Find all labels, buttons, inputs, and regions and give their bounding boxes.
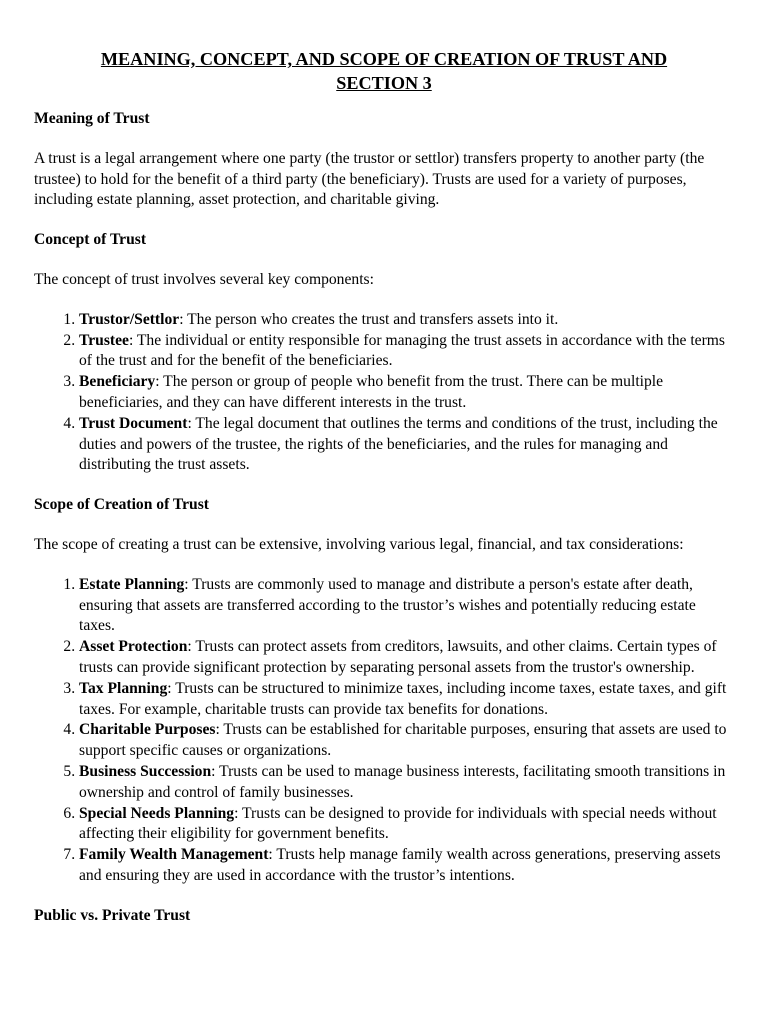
section-heading-public-private: Public vs. Private Trust [34, 906, 191, 924]
list-item-term: Trust Document [79, 414, 188, 432]
meaning-paragraph: A trust is a legal arrangement where one party (the trustor or settlor) transfers property to another party (the trustee) to hold for the benefit of a third party (the beneficiary). Trusts are used for a variety of purposes, including estate planning, asset protection, and charitable giving. [34, 149, 705, 209]
list-item [79, 414, 734, 476]
concept-intro: The concept of trust involves several key components: [34, 270, 374, 288]
list-item-text: : Trusts can be designed to provide for individuals with special needs without affecting their eligibility for government benefits. [79, 804, 717, 843]
section-heading-meaning: Meaning of Trust [34, 110, 150, 127]
list-item-text: : The legal document that outlines the terms and conditions of the trust, including the duties and powers of the trustee, the rights of the beneficiaries, and the rules for managing and distributing the trust assets. [79, 414, 718, 474]
list-item-term: Charitable Purposes [79, 721, 216, 739]
scope-list [34, 575, 734, 887]
scope-intro: The scope of creating a trust can be extensive, involving various legal, financial, and tax considerations: [34, 535, 684, 553]
list-item [79, 762, 734, 804]
list-item [79, 372, 734, 414]
list-item-text: : The person who creates the trust and transfers assets into it. [179, 310, 559, 328]
list-item-text: : Trusts can be established for charitable purposes, ensuring that assets are used to support specific causes or organizations. [79, 721, 727, 760]
list-item-text: : The person or group of people who benefit from the trust. There can be multiple beneficiaries, and they can have different interests in the trust. [79, 373, 664, 411]
list-item-term: Family Wealth Management [79, 846, 269, 864]
list-item-term: Business Succession [79, 762, 212, 780]
list-item-term: Trustee [79, 331, 129, 349]
list-item-text: : The individual or entity responsible for managing the trust assets in accordance with the terms of the trust and for the benefit of the beneficiaries. [79, 331, 725, 370]
document-title: MEANING, CONCEPT, AND SCOPE OF CREATION OF TRUST AND SECTION 3 [100, 49, 668, 93]
section-heading-concept: Concept of Trust [34, 231, 147, 249]
list-item [79, 637, 734, 679]
list-item-text: : Trusts are commonly used to manage and distribute a person's estate after death, ensuring that assets are transferred according to the trustor’s wishes and potentially reducing estate taxes. [79, 575, 696, 635]
concept-list [34, 310, 734, 476]
list-item-text: : Trusts can be used to manage business interests, facilitating smooth transitions in ownership and control of family businesses. [79, 762, 726, 801]
list-item [79, 720, 734, 762]
list-item-text: : Trusts can be structured to minimize taxes, including income taxes, estate taxes, and gift taxes. For example, charitable trusts can provide tax benefits for donations. [79, 679, 727, 718]
list-item-term: Asset Protection [79, 638, 188, 656]
list-item-text: : Trusts can protect assets from creditors, lawsuits, and other claims. Certain types of trusts can provide significant protection by separating personal assets from the trustor's ownership. [79, 638, 717, 676]
list-item-text: : Trusts help manage family wealth across generations, preserving assets and ensuring they are used in accordance with the trustor’s intentions. [79, 846, 721, 884]
section-heading-scope: Scope of Creation of Trust [34, 496, 209, 514]
list-item-term: Tax Planning [79, 679, 168, 697]
list-item [79, 679, 734, 721]
list-item-term: Beneficiary [79, 373, 156, 391]
list-item [79, 310, 734, 331]
list-item [79, 845, 734, 887]
list-item [79, 575, 734, 637]
list-item [79, 804, 734, 846]
list-item-term: Trustor/Settlor [79, 310, 180, 328]
list-item-term: Estate Planning [79, 575, 185, 593]
list-item-term: Special Needs Planning [79, 804, 235, 822]
list-item [79, 331, 734, 373]
